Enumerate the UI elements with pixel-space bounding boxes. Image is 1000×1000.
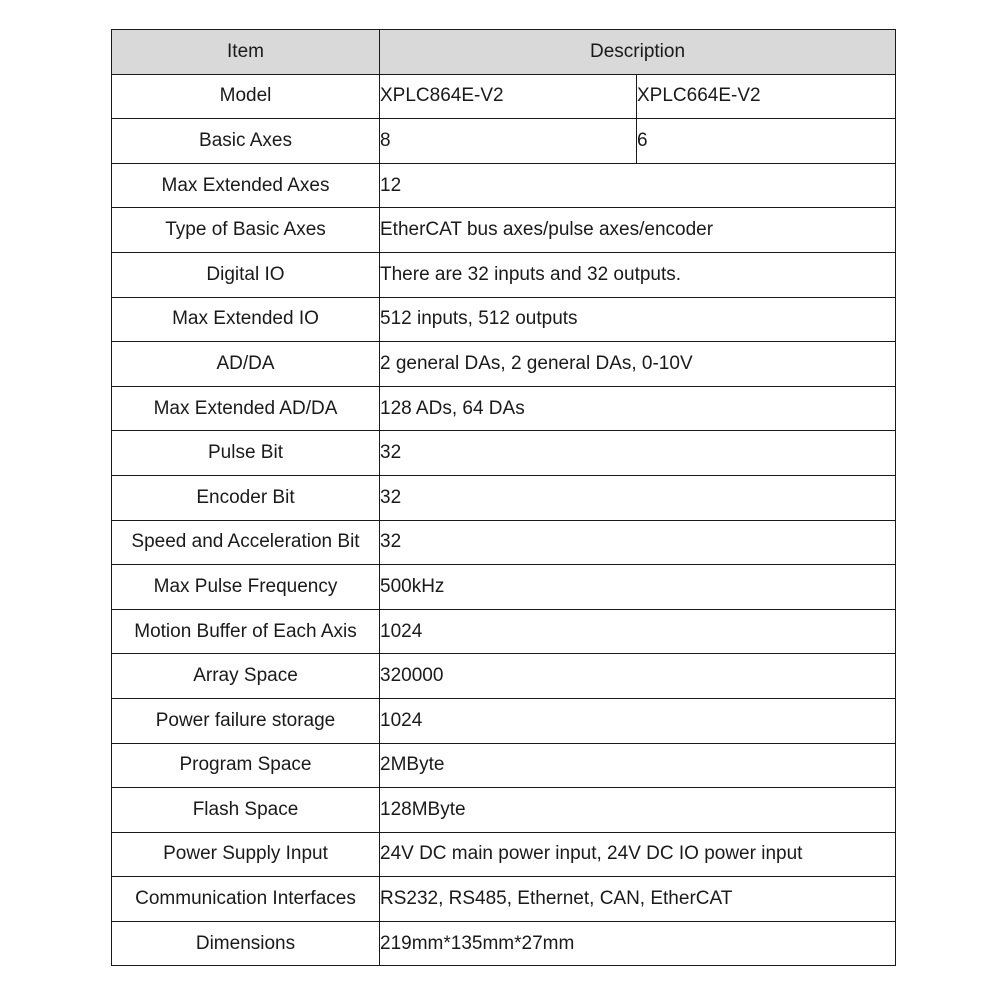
model-value-2: XPLC664E-V2	[637, 74, 896, 119]
row-item: Basic Axes	[112, 119, 380, 164]
table-row	[112, 877, 896, 922]
row-item: AD/DA	[112, 342, 380, 387]
row-description: 32	[380, 520, 896, 565]
table-row	[112, 252, 896, 297]
row-item: Pulse Bit	[112, 431, 380, 476]
row-description: 32	[380, 431, 896, 476]
table-row	[112, 698, 896, 743]
table-row	[112, 208, 896, 253]
spec-table	[111, 29, 896, 966]
table-row	[112, 832, 896, 877]
table-row	[112, 386, 896, 431]
row-item: Power Supply Input	[112, 832, 380, 877]
row-description: 24V DC main power input, 24V DC IO power input	[380, 832, 896, 877]
row-item: Communication Interfaces	[112, 877, 380, 922]
row-description: 2MByte	[380, 743, 896, 788]
row-description: 512 inputs, 512 outputs	[380, 297, 896, 342]
row-item: Array Space	[112, 654, 380, 699]
table-row	[112, 520, 896, 565]
row-description: 128 ADs, 64 DAs	[380, 386, 896, 431]
model-value-1: XPLC864E-V2	[380, 74, 637, 119]
row-description: 320000	[380, 654, 896, 699]
basic-axes-value-1: 8	[380, 119, 637, 164]
row-item: Max Extended Axes	[112, 163, 380, 208]
row-description: RS232, RS485, Ethernet, CAN, EtherCAT	[380, 877, 896, 922]
row-item: Max Pulse Frequency	[112, 565, 380, 610]
row-description: 32	[380, 475, 896, 520]
row-item: Digital IO	[112, 252, 380, 297]
basic-axes-value-2: 6	[637, 119, 896, 164]
row-description: 500kHz	[380, 565, 896, 610]
table-row	[112, 565, 896, 610]
table-row	[112, 654, 896, 699]
table-row-basic-axes	[112, 119, 896, 164]
row-item: Model	[112, 74, 380, 119]
row-item: Max Extended IO	[112, 297, 380, 342]
table-row	[112, 609, 896, 654]
row-item: Motion Buffer of Each Axis	[112, 609, 380, 654]
row-description: 128MByte	[380, 788, 896, 833]
row-description: There are 32 inputs and 32 outputs.	[380, 252, 896, 297]
row-description: 1024	[380, 698, 896, 743]
row-item: Flash Space	[112, 788, 380, 833]
row-item: Max Extended AD/DA	[112, 386, 380, 431]
table-row	[112, 475, 896, 520]
row-description: 219mm*135mm*27mm	[380, 921, 896, 966]
row-description: 1024	[380, 609, 896, 654]
table-row	[112, 921, 896, 966]
row-item: Dimensions	[112, 921, 380, 966]
row-item: Type of Basic Axes	[112, 208, 380, 253]
table-row	[112, 431, 896, 476]
table-row	[112, 297, 896, 342]
row-item: Power failure storage	[112, 698, 380, 743]
row-description: EtherCAT bus axes/pulse axes/encoder	[380, 208, 896, 253]
table-row-model	[112, 74, 896, 119]
row-description: 2 general DAs, 2 general DAs, 0-10V	[380, 342, 896, 387]
table-row	[112, 163, 896, 208]
row-item: Speed and Acceleration Bit	[112, 520, 380, 565]
table-row	[112, 743, 896, 788]
row-item: Encoder Bit	[112, 475, 380, 520]
row-description: 12	[380, 163, 896, 208]
header-item: Item	[112, 30, 380, 75]
row-item: Program Space	[112, 743, 380, 788]
table-row	[112, 342, 896, 387]
table-header-row	[112, 30, 896, 75]
table-row	[112, 788, 896, 833]
header-description: Description	[380, 30, 896, 75]
